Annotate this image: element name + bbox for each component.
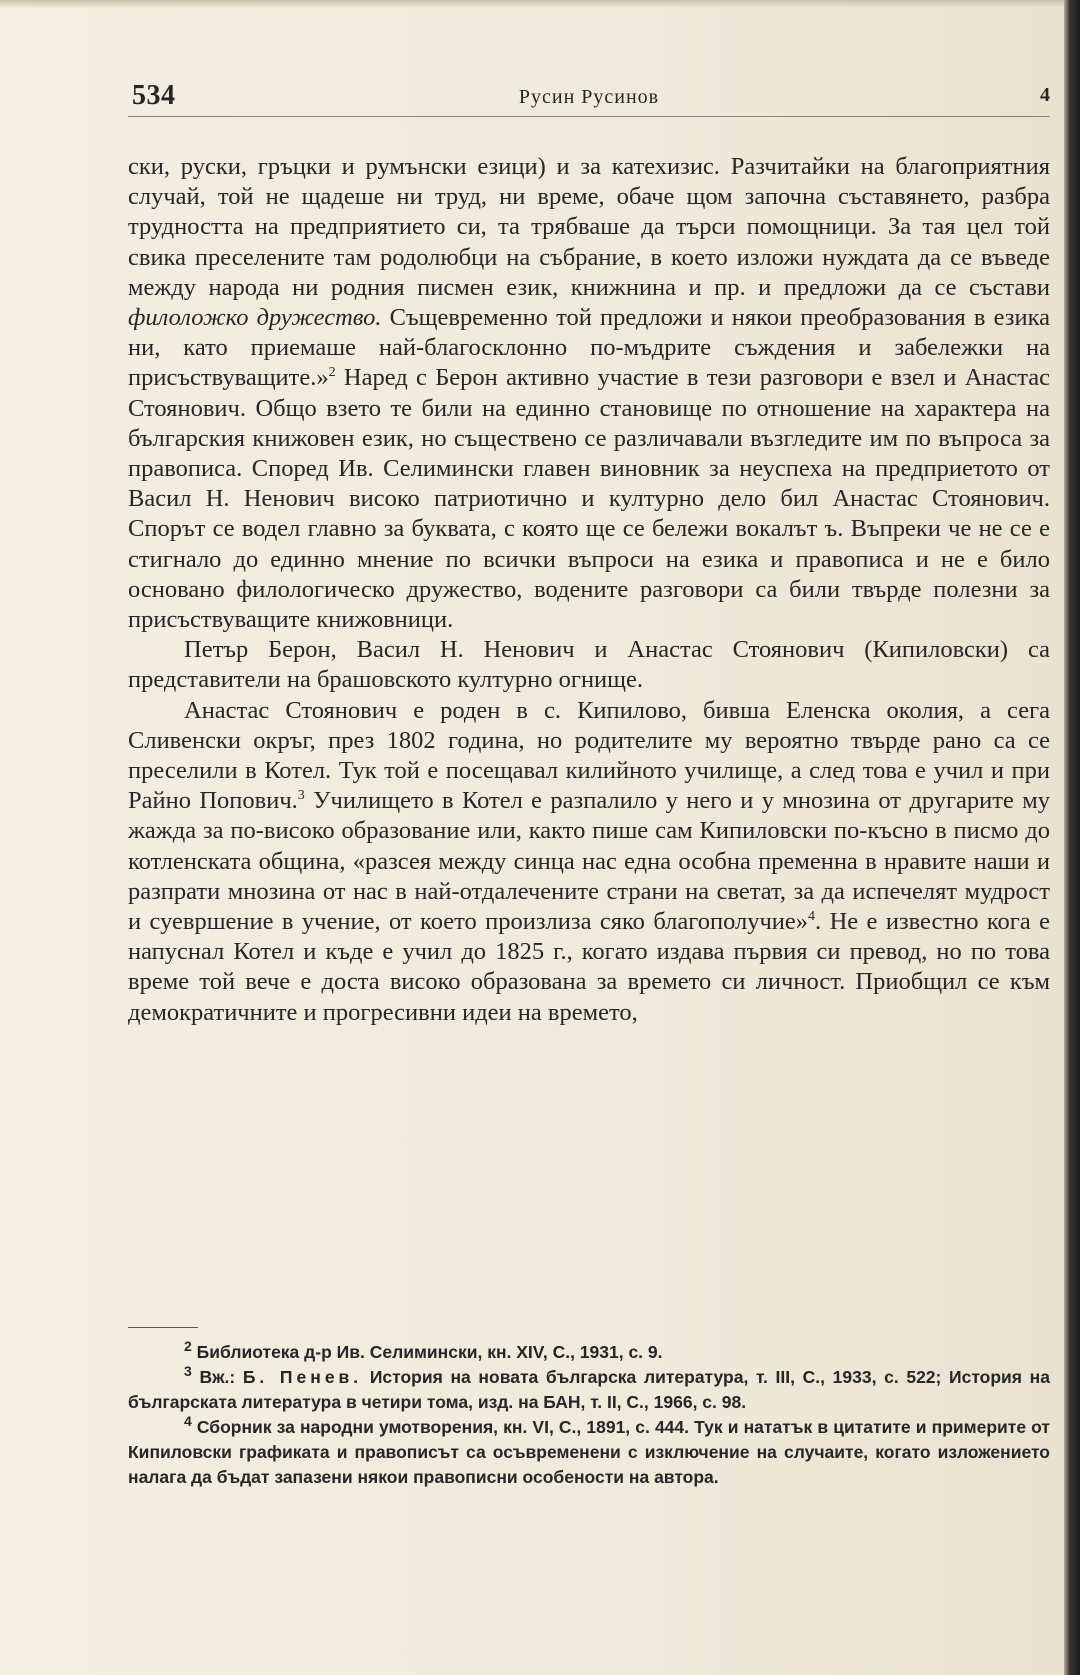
footnote-ref-4: 4 xyxy=(808,908,816,924)
book-spine xyxy=(1064,0,1080,1675)
paragraph-3-end: . Не е известно кога е напуснал Котел и къде е учил до 1825 г., когато издава първия си превод, но по това време той вече е доста високо образована за времето си личност. Приобщил се към демократичните и прогресивни идеи на времето, xyxy=(128,908,1051,1026)
footnote-2 xyxy=(128,1340,1050,1365)
main-text xyxy=(128,152,1050,1028)
paragraph-1-start: ски, руски, гръцки и румънски езици) и за катехизис. Разчитайки на благоприятния случай, той не щадеше ни труд, ни време, обаче щом започна съставянето, разбра трудността на предприятието си, та трябваше да търси помощници. За тая цел той свика преселените там родолюбци на събрание, в което изложи нуждата да се въведе между народа ни родния писмен език, книжнина и пр. и предложи да се състави xyxy=(128,153,1050,301)
footnote-3-author: Б. Пенев. xyxy=(242,1367,363,1387)
footnote-3 xyxy=(128,1365,1050,1415)
page-number: 534 xyxy=(132,80,176,111)
paragraph-2: Петър Берон, Васил Н. Ненович и Анастас Стоянович (Кипиловски) са представители на брашовското културно огнище. xyxy=(128,636,1050,694)
paragraph-3 xyxy=(128,696,1050,1028)
footnote-3-mark: 3 xyxy=(184,1363,192,1380)
footnote-4-mark: 4 xyxy=(184,1413,192,1430)
paragraph-1-rest: Наред с Берон активно участие в тези разговори е взел и Анастас Стоянович. Общо взето те били на единно становище по отношение на характера на българския книжовен език, но съществено се различавали възгледите им по въпроса за правописа. Според Ив. Селимински главен виновник за неуспеха на предприетото от Васил Н. Ненович високо патриотично и културно дело бил Анастас Стоянович. Спорът се водел главно за буквата, с която ще се бележи вокалът ъ. Въпреки че не се е стигнало до единно мнение по всички въпроси на езика и правописа и не е било основано филологическо дружество, водените разговори са били твърде полезни за присъствуващите книжовници. xyxy=(128,364,1050,634)
page-top-shadow xyxy=(0,0,1064,8)
footnotes xyxy=(128,1340,1050,1490)
paragraph-1-quote-end: Същевременно той предложи и някои преобразования в езика ни, като приемаше най-благосклонно по-мъдрите съждения и забележки на присъствуващите.» xyxy=(128,304,1051,392)
footnote-ref-2: 2 xyxy=(328,365,336,381)
footnote-ref-3: 3 xyxy=(297,788,305,804)
footnote-2-text: Библиотека д-р Ив. Селимински, кн. XIV, С., 1931, с. 9. xyxy=(191,1342,663,1362)
footnote-3-text: История на новата българска литература, т. III, С., 1933, с. 522; История на българската литература в четири тома, изд. на БАН, т. II, С., 1966, с. 98. xyxy=(128,1367,1050,1412)
page-header xyxy=(128,80,1050,116)
footnote-3-lead: Вж.: xyxy=(191,1367,243,1387)
paragraph-3-start: Анастас Стоянович е роден в с. Кипилово, бивша Еленска околия, а сега Сливенски окръг, през 1802 година, но родителите му вероятно твърде рано са се преселили в Котел. Тук той е посещавал килийното училище, а след това е учил и при Райно Попович. xyxy=(128,696,1050,815)
header-rule xyxy=(128,116,1050,117)
footnote-4-text: Сборник за народни умотворения, кн. VI, С., 1891, с. 444. Тук и нататък в цитатите и примерите от Кипиловски графиката и правописът са осъвременени с изключение на случаите, когато изложението налага да бъдат запазени някои правописни особености на автора. xyxy=(128,1417,1050,1487)
italic-term: филоложко дружество. xyxy=(128,304,382,332)
paragraph-3-middle: Училището в Котел е разпалило у него и у мнозина от другарите му жажда за по-високо образование или, както пише сам Кипиловски по-късно в писмо до котленската община, «разсея между синца нас една особна пременна в нравите наши и разпрати мнозина от нас в най-отдалечените страни на светат, за да испечелят мудрост и суевршение в учение, от което произлиза сяко благополучие» xyxy=(128,787,1050,936)
header-edge-mark: 4 xyxy=(1040,84,1050,106)
paragraph-1 xyxy=(128,152,1050,635)
running-title: Русин Русинов xyxy=(518,86,660,108)
footnote-rule xyxy=(128,1327,198,1328)
footnote-4 xyxy=(128,1415,1050,1490)
footnote-2-mark: 2 xyxy=(184,1338,192,1355)
